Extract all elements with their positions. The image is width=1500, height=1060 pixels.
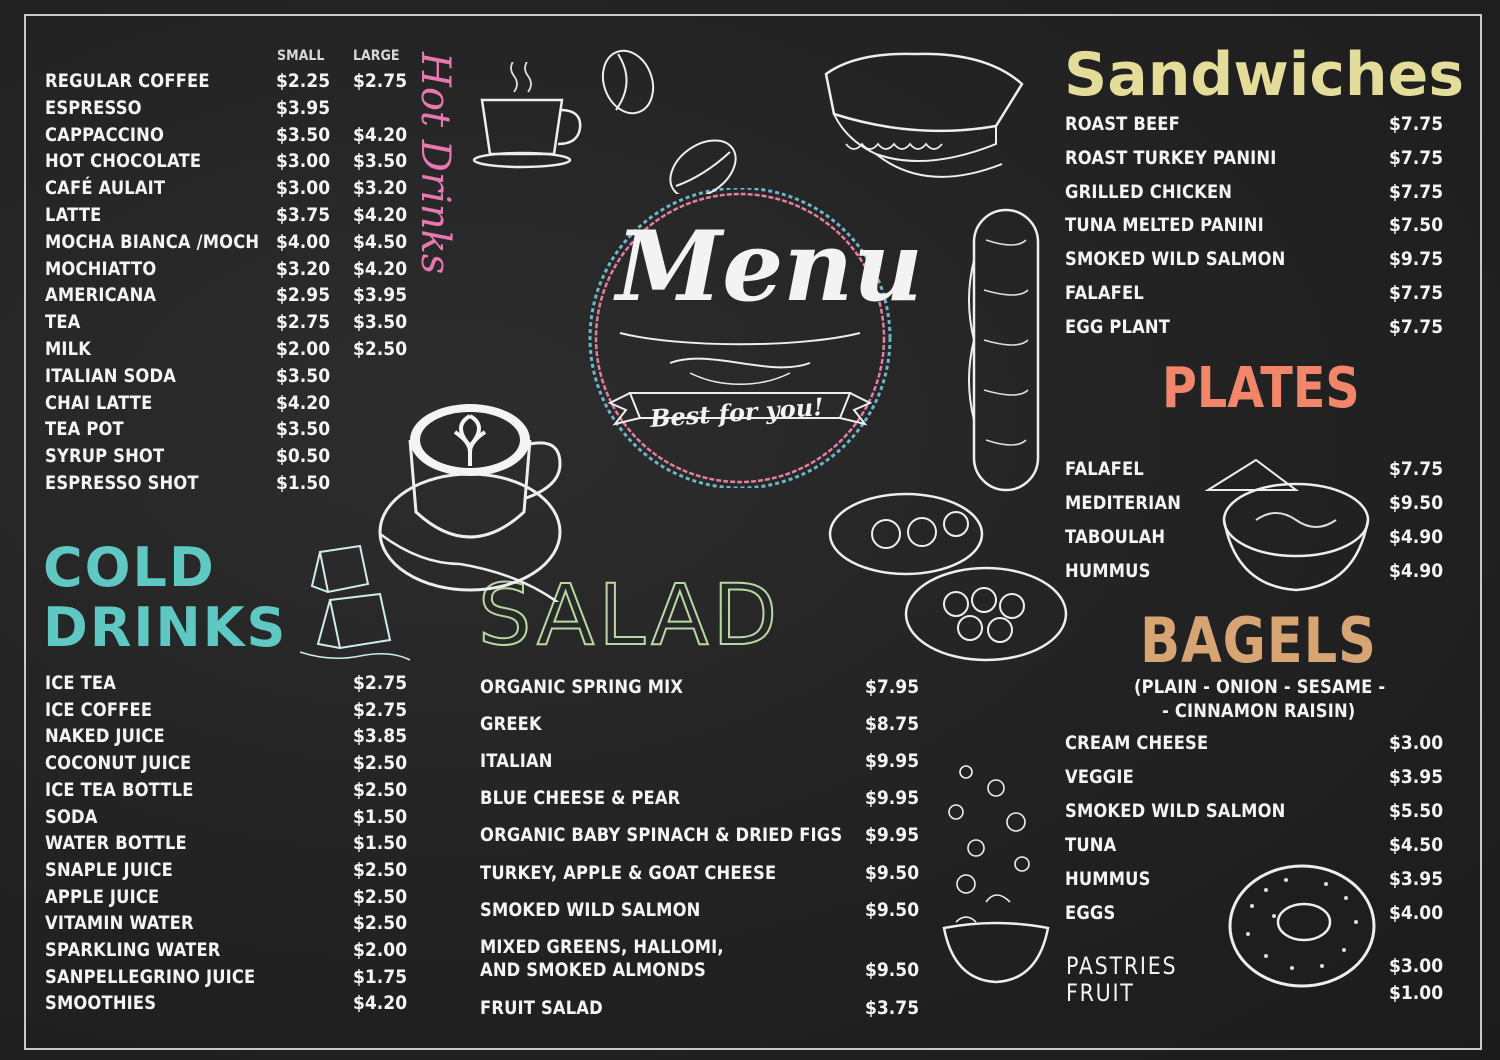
sandwich-price: $7.75: [1389, 146, 1444, 169]
sandwich-price: $7.75: [1389, 180, 1444, 203]
salad-item-name: ORGANIC BABY SPINACH & DRIED FIGS: [480, 824, 843, 846]
hot-drink-price-small: $2.00: [276, 338, 331, 360]
salad-title: SALAD: [478, 566, 782, 664]
cold-drink-price: $2.50: [353, 778, 408, 801]
hot-drink-name: AMERICANA: [45, 284, 157, 307]
salad-item-price: $9.95: [865, 750, 920, 772]
sandwich-name: TUNA MELTED PANINI: [1065, 214, 1264, 237]
hot-drink-price-small: $3.50: [276, 364, 331, 387]
plate-name: HUMMUS: [1065, 560, 1151, 582]
cold-drink-name: SPARKLING WATER: [45, 939, 221, 961]
hot-drink-price-large: $4.50: [353, 230, 408, 253]
bagel-price: $4.00: [1389, 902, 1444, 924]
cold-drink-price: $2.50: [353, 912, 408, 935]
plate-name: MEDITERIAN: [1065, 492, 1182, 514]
cold-drink-price: $2.50: [353, 752, 408, 775]
cold-drink-price: $4.20: [353, 992, 408, 1015]
sandwich-name: SMOKED WILD SALMON: [1065, 248, 1286, 271]
hot-drink-name: CHAI LATTE: [45, 391, 153, 414]
salad-bowl-icon: [926, 752, 1066, 992]
salad-item-name: MIXED GREENS, HALLOMI,: [480, 936, 724, 958]
plates-icon: [826, 484, 1076, 674]
hot-drink-price-large: $3.95: [353, 284, 408, 307]
cold-drink-name: SMOOTHIES: [45, 992, 157, 1015]
cold-drink-price: $1.75: [353, 965, 408, 988]
sub-sandwich-icon: [960, 200, 1060, 500]
salad-item-price: $7.95: [865, 676, 920, 698]
cold-drink-name: ICE COFFEE: [45, 698, 153, 721]
cold-drink-name: SODA: [45, 805, 98, 828]
hot-drink-price-small: $3.75: [276, 204, 331, 226]
cold-drink-name: ICE TEA: [45, 672, 117, 694]
salad-item-price: $9.50: [865, 899, 920, 921]
cold-drink-price: $2.50: [353, 858, 408, 881]
cold-drinks-title-line2: DRINKS: [43, 596, 288, 659]
salad-item-name: GREEK: [480, 713, 542, 735]
cold-drink-name: COCONUT JUICE: [45, 752, 192, 775]
cold-drink-price: $3.85: [353, 725, 408, 748]
hot-drink-price-large: $3.20: [353, 177, 408, 200]
salad-item-name: ORGANIC SPRING MIX: [480, 676, 684, 698]
bagel-icon: [1222, 856, 1382, 996]
cold-drink-price: $1.50: [353, 832, 408, 855]
hot-drink-price-large: $2.75: [353, 70, 408, 92]
cold-drink-name: SANPELLEGRINO JUICE: [45, 965, 256, 988]
hot-drink-name: SYRUP SHOT: [45, 445, 165, 468]
cold-drink-price: $2.75: [353, 672, 408, 694]
bagel-price: $4.50: [1389, 834, 1444, 856]
extra-item-price: $3.00: [1389, 955, 1444, 977]
hot-drink-name: LATTE: [45, 204, 102, 226]
hot-drink-name: ESPRESSO: [45, 96, 142, 119]
menu-tagline: Best for you!: [649, 391, 825, 434]
cold-drink-name: SNAPLE JUICE: [45, 858, 173, 881]
hot-drink-price-large: $3.50: [353, 311, 408, 334]
hot-drink-price-small: $2.95: [276, 284, 331, 307]
bagel-name: SMOKED WILD SALMON: [1065, 800, 1286, 822]
hot-drink-name: MOCHIATTO: [45, 257, 157, 280]
extra-item-price: $1.00: [1389, 982, 1444, 1004]
menu-title: Menu: [616, 210, 923, 323]
cold-drink-name: NAKED JUICE: [45, 725, 165, 748]
salad-item-name: ITALIAN: [480, 750, 553, 772]
cold-drink-name: VITAMIN WATER: [45, 912, 194, 935]
extra-item-name: FRUIT: [1066, 979, 1135, 1007]
hot-drink-price-large: $2.50: [353, 338, 408, 360]
hot-drink-name: MOCHA BIANCA /MOCH: [45, 230, 260, 253]
extra-item-name: PASTRIES: [1066, 952, 1178, 980]
hot-drink-name: MILK: [45, 338, 92, 360]
col-small-header: SMALL: [277, 48, 325, 64]
sandwich-name: ROAST TURKEY PANINI: [1065, 146, 1277, 169]
hot-drink-price-small: $3.00: [276, 150, 331, 173]
bagels-subtitle-2: - CINNAMON RAISIN): [1162, 700, 1356, 722]
sandwich-price: $7.75: [1389, 113, 1444, 135]
plate-name: TABOULAH: [1065, 526, 1166, 548]
hot-drink-price-small: $4.00: [276, 230, 331, 253]
plate-price: $4.90: [1389, 560, 1444, 582]
bagels-title: BAGELS: [1140, 604, 1377, 677]
hot-drink-name: ITALIAN SODA: [45, 364, 177, 387]
cold-drink-price: $2.50: [353, 885, 408, 908]
hot-drink-name: TEA: [45, 311, 81, 334]
hot-drink-price-small: $2.75: [276, 311, 331, 334]
sandwich-icon: [806, 44, 1036, 194]
coffee-bean-icon: [598, 44, 758, 194]
sandwich-name: GRILLED CHICKEN: [1065, 180, 1233, 203]
hot-drink-price-small: $3.50: [276, 123, 331, 146]
hot-drinks-title: Hot Drinks: [412, 52, 458, 275]
cold-drinks-title-line1: COLD: [43, 536, 216, 599]
col-large-header: LARGE: [353, 48, 400, 64]
salad-item-name-line2: AND SMOKED ALMONDS: [480, 959, 706, 981]
hot-drink-price-large: $4.20: [353, 204, 408, 226]
salad-item-name: TURKEY, APPLE & GOAT CHEESE: [480, 862, 777, 884]
plate-name: FALAFEL: [1065, 458, 1144, 480]
bagel-name: HUMMUS: [1065, 868, 1151, 890]
salad-item-price: $9.95: [865, 824, 920, 846]
hot-drink-price-small: $4.20: [276, 391, 331, 414]
sandwiches-title: Sandwiches: [1064, 40, 1465, 110]
sandwich-price: $7.75: [1389, 282, 1444, 304]
bagel-price: $3.95: [1389, 868, 1444, 890]
hot-drink-price-large: $3.50: [353, 150, 408, 173]
salad-item-price: $3.75: [865, 997, 920, 1019]
plate-price: $4.90: [1389, 526, 1444, 548]
plate-price: $9.50: [1389, 492, 1444, 514]
bagel-name: VEGGIE: [1065, 766, 1134, 788]
cold-drink-price: $1.50: [353, 805, 408, 828]
ice-cubes-icon: [290, 540, 420, 670]
hot-drink-price-small: $1.50: [276, 472, 331, 494]
salad-item-name: FRUIT SALAD: [480, 997, 603, 1019]
hot-drink-price-small: $2.25: [276, 70, 331, 92]
hot-drink-name: ESPRESSO SHOT: [45, 472, 199, 494]
plates-title: PLATES: [1162, 356, 1360, 421]
coffee-cup-icon: [470, 62, 590, 172]
bagels-subtitle-1: (PLAIN - ONION - SESAME -: [1134, 676, 1386, 698]
salad-item-price: $9.95: [865, 787, 920, 809]
plate-price: $7.75: [1389, 458, 1444, 480]
hot-drink-price-small: $3.50: [276, 418, 331, 441]
hot-drink-price-small: $3.20: [276, 257, 331, 280]
hummus-bowl-icon: [1196, 450, 1376, 600]
salad-item-price: $9.50: [865, 959, 920, 981]
bagel-name: EGGS: [1065, 902, 1116, 924]
salad-item-price: $9.50: [865, 862, 920, 884]
sandwich-name: ROAST BEEF: [1065, 113, 1180, 135]
hot-drink-price-small: $3.00: [276, 177, 331, 200]
hot-drink-name: HOT CHOCOLATE: [45, 150, 202, 173]
cold-drink-price: $2.00: [353, 939, 408, 961]
salad-item-name: BLUE CHEESE & PEAR: [480, 787, 681, 809]
cold-drink-name: APPLE JUICE: [45, 885, 160, 908]
cold-drink-name: ICE TEA BOTTLE: [45, 778, 194, 801]
cold-drink-price: $2.75: [353, 698, 408, 721]
sandwich-price: $7.75: [1389, 315, 1444, 338]
sandwich-name: FALAFEL: [1065, 282, 1144, 304]
bagel-name: TUNA: [1065, 834, 1117, 856]
bagel-name: CREAM CHEESE: [1065, 732, 1209, 754]
hot-drink-price-large: $4.20: [353, 257, 408, 280]
sandwich-price: $9.75: [1389, 248, 1444, 271]
hot-drink-price-small: $3.95: [276, 96, 331, 119]
salad-item-price: $8.75: [865, 713, 920, 735]
bagel-price: $5.50: [1389, 800, 1444, 822]
hot-drink-price-large: $4.20: [353, 123, 408, 146]
hot-drink-name: CAPPACCINO: [45, 123, 165, 146]
cold-drink-name: WATER BOTTLE: [45, 832, 187, 855]
sandwich-price: $7.50: [1389, 214, 1444, 237]
hot-drink-name: REGULAR COFFEE: [45, 70, 210, 92]
hot-drink-name: TEA POT: [45, 418, 124, 441]
bagel-price: $3.95: [1389, 766, 1444, 788]
hot-drink-price-small: $0.50: [276, 445, 331, 468]
salad-item-name: SMOKED WILD SALMON: [480, 899, 701, 921]
sandwich-name: EGG PLANT: [1065, 315, 1171, 338]
bagel-price: $3.00: [1389, 732, 1444, 754]
hot-drink-name: CAFÉ AULAIT: [45, 177, 166, 200]
